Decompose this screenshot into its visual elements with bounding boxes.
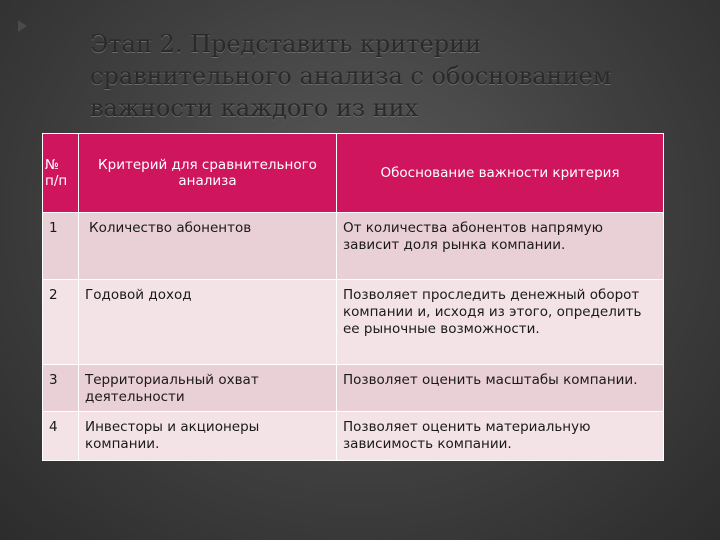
row-justification: Позволяет проследить денежный оборот компании и, исходя из этого, определить ее рыночные возможности. (337, 280, 664, 365)
row-criterion: Годовой доход (79, 280, 337, 365)
header-justification: Обоснование важности критерия (337, 134, 664, 213)
criteria-table (42, 133, 664, 461)
slide-bullet-icon (18, 20, 27, 32)
row-justification: От количества абонентов напрямую зависит доля рынка компании. (337, 213, 664, 280)
row-justification: Позволяет оценить материальную зависимость компании. (337, 412, 664, 461)
table-row (43, 412, 664, 461)
table-row (43, 365, 664, 412)
table-row (43, 280, 664, 365)
table-header-row (43, 134, 664, 213)
row-number: 3 (43, 365, 79, 412)
row-criterion: Количество абонентов (79, 213, 337, 280)
row-number: 1 (43, 213, 79, 280)
row-criterion: Территориальный охват деятельности (79, 365, 337, 412)
header-criterion: Критерий для сравнительного анализа (79, 134, 337, 213)
row-criterion: Инвесторы и акционеры компании. (79, 412, 337, 461)
row-number: 2 (43, 280, 79, 365)
header-number: № п/п (43, 134, 79, 213)
slide-title: Этап 2. Представить критерии сравнительного анализа с обоснованием важности каждого из них (90, 30, 612, 122)
table-row (43, 213, 664, 280)
row-number: 4 (43, 412, 79, 461)
row-justification: Позволяет оценить масштабы компании. (337, 365, 664, 412)
